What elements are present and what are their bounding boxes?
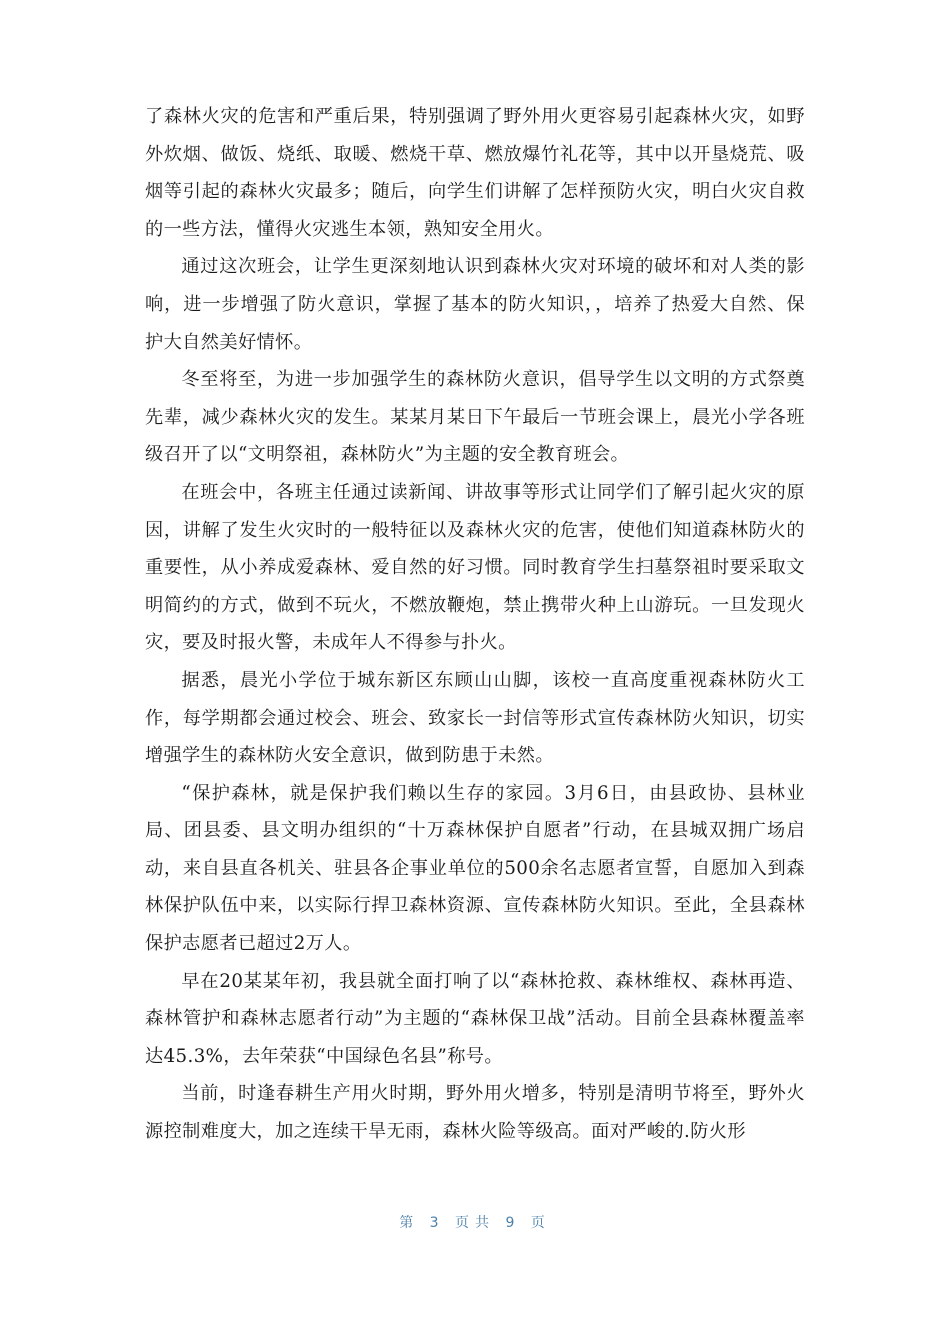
paragraph-1: 了森林火灾的危害和严重后果，特别强调了野外用火更容易引起森林火灾，如野外炊烟、做饭、烧纸、取暖、燃烧干草、燃放爆竹礼花等，其中以开垦烧荒、吸烟等引起的森林火灾最多；随后，向学生们讲解了怎样预防火灾，明白火灾自救的一些方法，懂得火灾逃生本领，熟知安全用火。 xyxy=(145,106,805,240)
page-number-footer: 第 3 页共 9 页 xyxy=(399,1215,551,1231)
paragraph-4: 在班会中，各班主任通过读新闻、讲故事等形式让同学们了解引起火灾的原因，讲解了发生火灾时的一般特征以及森林火灾的危害，使他们知道森林防火的重要性，从小养成爱森林、爱自然的好习惯。同时教育学生扫墓祭祖时要采取文明简约的方式，做到不玩火，不燃放鞭炮，禁止携带火种上山游玩。一旦发现火灾，要及时报火警，未成年人不得参与扑火。 xyxy=(145,481,805,654)
document-body xyxy=(145,98,805,1151)
paragraph-6: “保护森林，就是保护我们赖以生存的家园。3月6日，由县政协、县林业局、团县委、县文明办组织的“十万森林保护自愿者”行动，在县城双拥广场启动，来自县直各机关、驻县各企事业单位的500余名志愿者宣誓，自愿加入到森林保护队伍中来，以实际行捍卫森林资源、宣传森林防火知识。至此，全县森林保护志愿者已超过2万人。 xyxy=(145,782,805,955)
paragraph-3: 冬至将至，为进一步加强学生的森林防火意识，倡导学生以文明的方式祭奠先辈，减少森林火灾的发生。某某月某日下午最后一节班会课上，晨光小学各班级召开了以“文明祭祖，森林防火”为主题的安全教育班会。 xyxy=(145,369,805,466)
paragraph-5: 据悉，晨光小学位于城东新区东顾山山脚，该校一直高度重视森林防火工作，每学期都会通过校会、班会、致家长一封信等形式宣传森林防火知识，切实增强学生的森林防火安全意识，做到防患于未然。 xyxy=(145,669,805,767)
paragraph-7: 早在20某某年初，我县就全面打响了以“森林抢救、森林维权、森林再造、森林管护和森林志愿者行动”为主题的“森林保卫战”活动。目前全县森林覆盖率达45.3%，去年荣获“中国绿色名县”称号。 xyxy=(145,970,805,1067)
paragraph-2: 通过这次班会，让学生更深刻地认识到森林火灾对环境的破坏和对人类的影响，进一步增强了防火意识，掌握了基本的防火知识，，培养了热爱大自然、保护大自然美好情怀。 xyxy=(145,256,805,353)
paragraph-8: 当前，时逢春耕生产用火时期，野外用火增多，特别是清明节将至，野外火源控制难度大，加之连续干旱无雨，森林火险等级高。面对严峻的.防火形 xyxy=(145,1083,805,1143)
